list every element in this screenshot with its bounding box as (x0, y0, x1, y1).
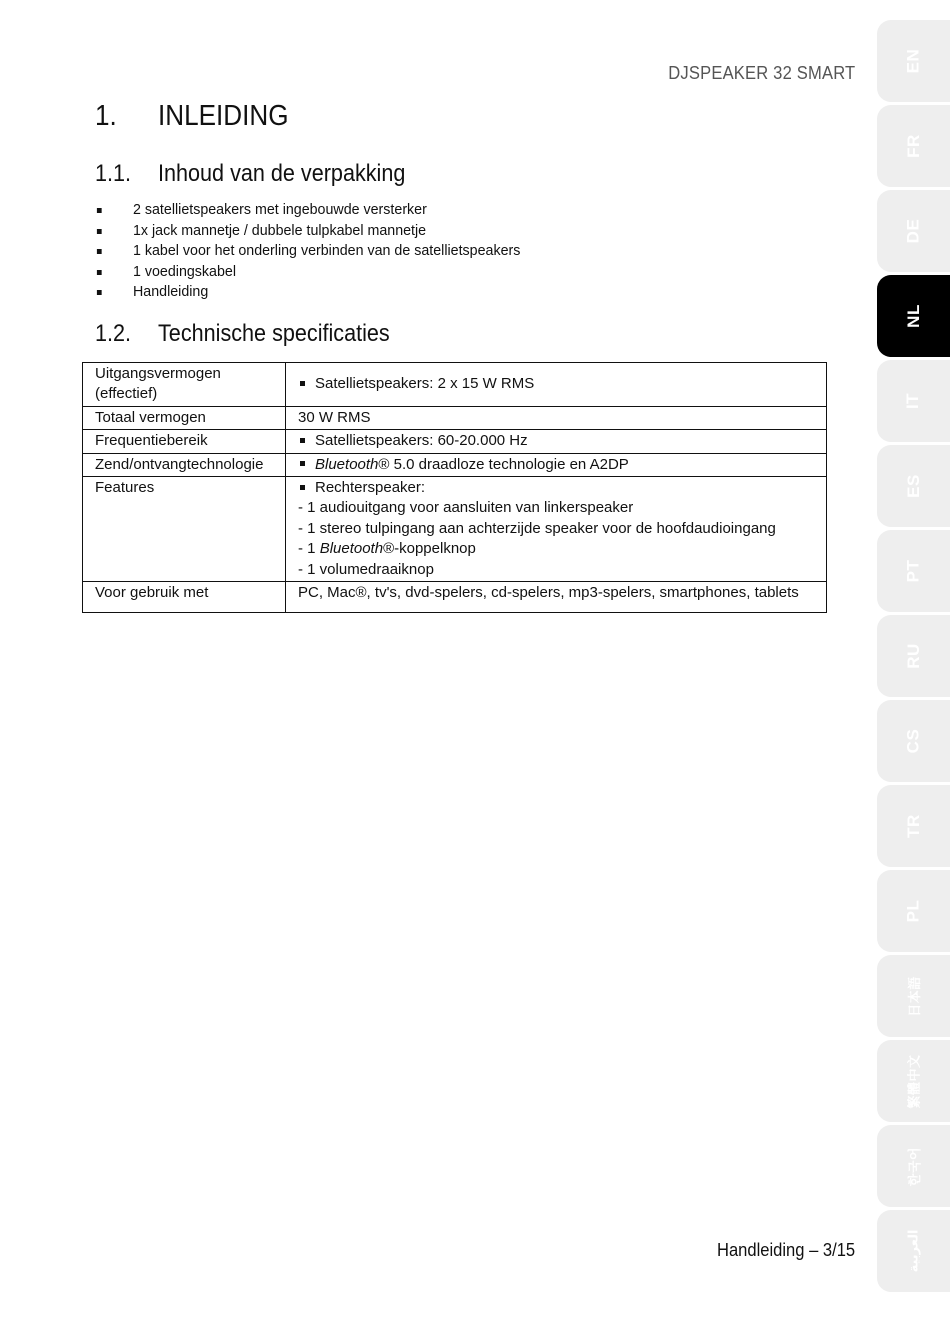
table-row (83, 453, 827, 476)
bullet-icon (300, 461, 305, 466)
section-number: 1.2. (95, 320, 132, 347)
table-row (83, 477, 827, 582)
table-cell-value (286, 430, 827, 453)
tab-language-de[interactable] (877, 190, 950, 272)
product-name: DJSPEAKER 32 SMART (667, 63, 855, 83)
list-item (95, 282, 520, 303)
tab-language-zh[interactable] (877, 1040, 950, 1122)
tab-label: TR (903, 814, 923, 838)
cell-text: (effectief) (95, 385, 158, 403)
bullet-icon (97, 229, 102, 234)
list-item (95, 262, 520, 283)
tab-language-ko[interactable] (877, 1125, 950, 1207)
section-number: 1. (95, 100, 117, 132)
tab-label: FR (903, 134, 923, 158)
bullet-icon (97, 290, 102, 295)
table-cell-label: Totaal vermogen (83, 406, 286, 429)
bullet-icon (300, 438, 305, 443)
tab-language-pt[interactable] (877, 530, 950, 612)
tab-language-ar[interactable] (877, 1210, 950, 1292)
section-1-2-heading (95, 320, 390, 348)
section-title: Inhoud van de verpakking (158, 160, 406, 187)
tab-language-it[interactable] (877, 360, 950, 442)
tab-label: 日本語 (906, 975, 922, 1017)
tab-language-nl[interactable] (877, 275, 950, 357)
cell-text: - 1 volumedraaiknop (298, 560, 434, 578)
cell-text: - 1 stereo tulpingang aan achterzijde speaker voor de hoofdaudioingang (298, 519, 776, 537)
tab-label: 한국어 (907, 1146, 922, 1186)
package-contents-list (95, 200, 543, 303)
section-1-heading (95, 100, 289, 133)
table-cell-label: Features (83, 477, 286, 582)
tab-label: DE (903, 218, 923, 244)
list-item (95, 200, 520, 221)
table-cell-label (83, 363, 286, 407)
list-item (95, 221, 520, 242)
section-title: Technische specificaties (158, 320, 390, 347)
table-cell-label: Zend/ontvangtechnologie (83, 453, 286, 476)
table-cell-value: PC, Mac®, tv's, dvd-spelers, cd-spelers, mp3-spelers, smartphones, tablets (286, 582, 827, 613)
table-cell-value (286, 453, 827, 476)
tab-label: RU (903, 643, 923, 669)
section-number: 1.1. (95, 160, 132, 187)
cell-text-italic: Bluetooth (315, 455, 379, 473)
table-cell-label: Frequentiebereik (83, 430, 286, 453)
bullet-icon (97, 249, 102, 254)
tab-language-fr[interactable] (877, 105, 950, 187)
cell-text: - 1 (298, 540, 320, 558)
list-item-text: 1 kabel voor het onderling verbinden van de satellietspeakers (133, 242, 521, 260)
cell-text: Rechterspeaker: (315, 479, 426, 497)
table-cell-label: Voor gebruik met (83, 582, 286, 613)
tab-language-cs[interactable] (877, 700, 950, 782)
tab-label: ES (903, 474, 923, 498)
tab-label: CS (903, 728, 923, 754)
cell-text: Satellietspeakers: 2 x 15 W RMS (315, 375, 535, 393)
table-cell-value (286, 477, 827, 582)
list-item-text: Handleiding (133, 283, 209, 301)
bullet-icon (300, 381, 305, 386)
tab-label: PT (903, 559, 923, 583)
table-row (83, 363, 827, 407)
table-row (83, 582, 827, 613)
tab-label: NL (903, 304, 923, 328)
tab-language-ru[interactable] (877, 615, 950, 697)
table-row (83, 430, 827, 453)
page-footer: Handleiding – 3/15 (716, 1240, 855, 1260)
tab-language-tr[interactable] (877, 785, 950, 867)
list-item (95, 241, 520, 262)
list-item-text: 1 voedingskabel (133, 262, 237, 280)
cell-text: ®-koppelknop (383, 540, 476, 558)
cell-text: Uitgangsvermogen (95, 365, 221, 382)
list-item-text: 2 satellietspeakers met ingebouwde versterker (133, 201, 427, 218)
tab-label: PL (903, 899, 923, 923)
tab-label: IT (903, 392, 923, 410)
bullet-icon (300, 485, 305, 490)
cell-text-italic: Bluetooth (319, 540, 384, 558)
tab-language-ja[interactable] (877, 955, 950, 1037)
tab-language-en[interactable] (877, 20, 950, 102)
section-1-1-heading (95, 160, 405, 188)
table-cell-value (286, 363, 827, 407)
tab-label: العربية (905, 1229, 921, 1273)
tab-language-es[interactable] (877, 445, 950, 527)
tab-language-pl[interactable] (877, 870, 950, 952)
bullet-icon (97, 208, 102, 213)
list-item-text: 1x jack mannetje / dubbele tulpkabel mannetje (133, 221, 427, 239)
bullet-icon (97, 270, 102, 275)
cell-text: - 1 audiouitgang voor aansluiten van linkerspeaker (298, 499, 634, 517)
tab-label: 繁體中文 (906, 1053, 922, 1109)
cell-text: ® 5.0 draadloze technologie en A2DP (378, 455, 629, 473)
section-title: INLEIDING (158, 100, 289, 132)
table-row (83, 406, 827, 429)
table-cell-value: 30 W RMS (286, 406, 827, 429)
specifications-table (82, 362, 827, 613)
tab-label: EN (903, 48, 923, 74)
cell-text: Satellietspeakers: 60-20.000 Hz (315, 432, 528, 450)
